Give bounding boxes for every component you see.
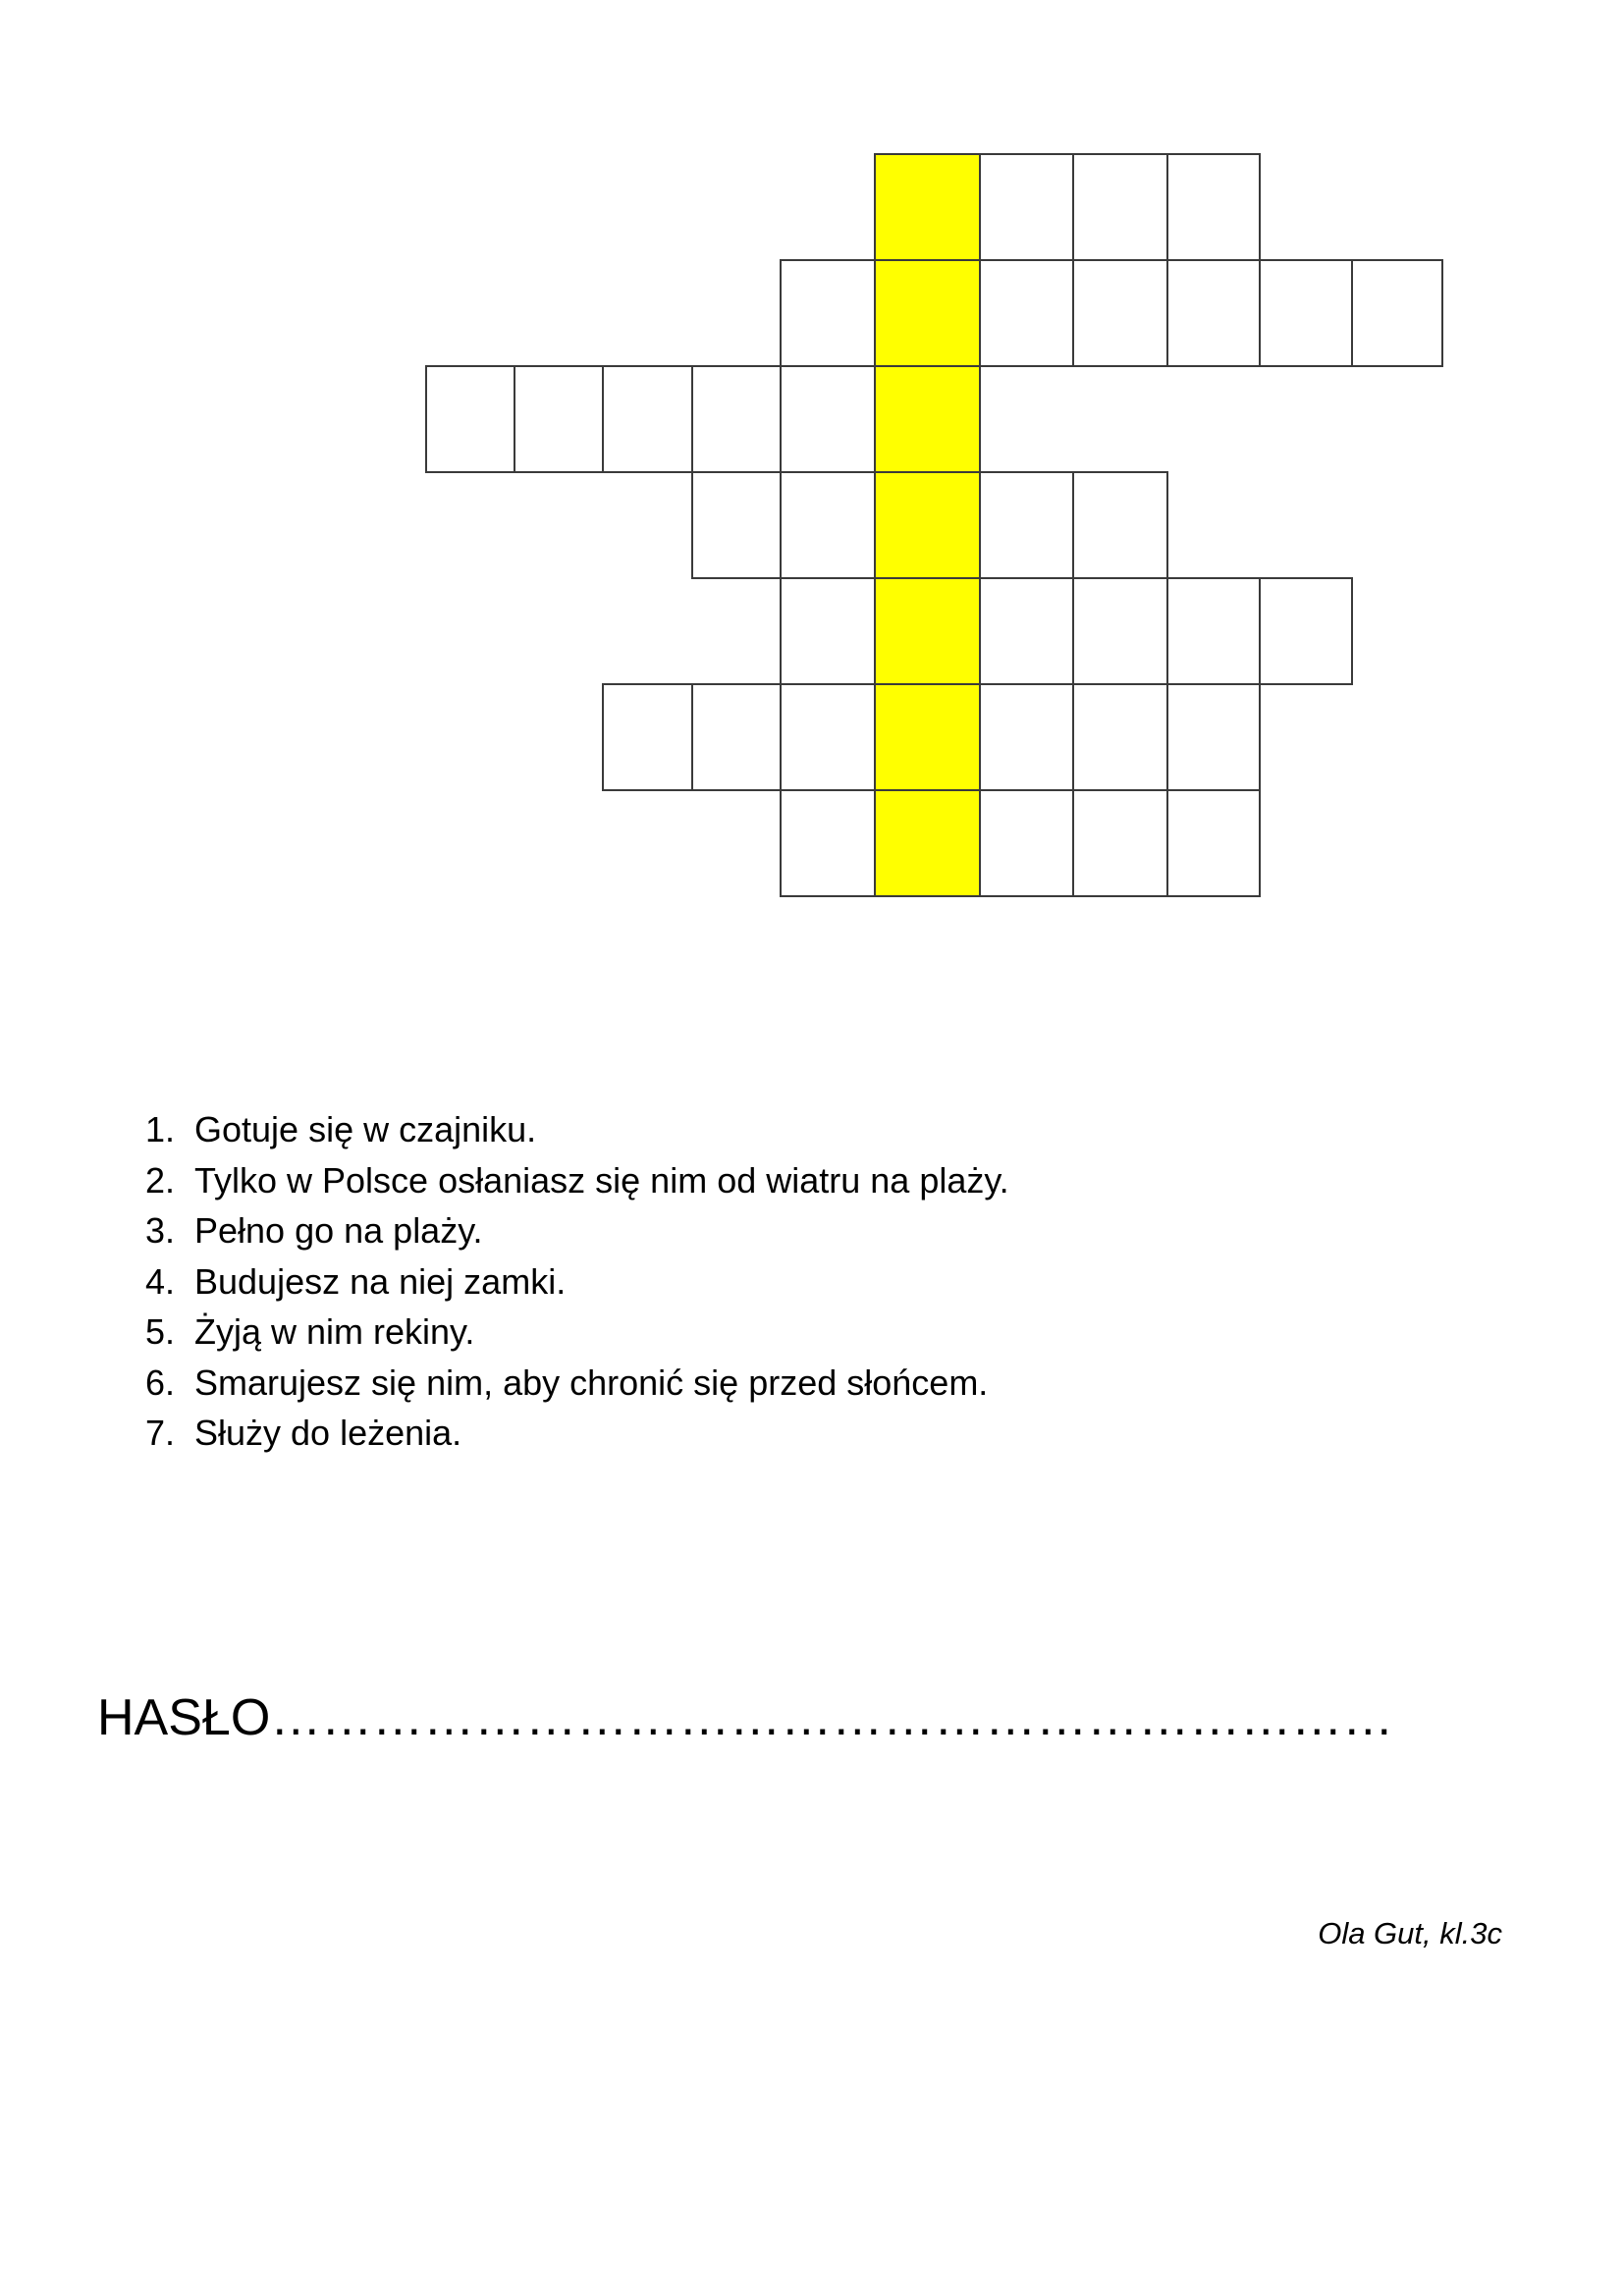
crossword-cell [979, 259, 1074, 367]
crossword-cell [979, 683, 1074, 791]
crossword-cell [1259, 259, 1353, 367]
clue-number: 4. [145, 1260, 176, 1302]
clue-text: Żyją w nim rekiny. [194, 1311, 475, 1352]
crossword-cell [979, 153, 1074, 261]
crossword-cell [979, 577, 1074, 685]
crossword-cell [1072, 789, 1168, 897]
crossword-cell [1166, 789, 1261, 897]
crossword-cell [780, 471, 876, 579]
key-cell [874, 259, 981, 367]
crossword-cell [1072, 153, 1168, 261]
clue-text: Służy do leżenia. [194, 1413, 462, 1453]
clue-item [145, 1307, 1009, 1358]
clue-number: 3. [145, 1210, 176, 1251]
crossword-cell [780, 577, 876, 685]
clue-list [145, 1104, 1009, 1459]
crossword-cell [1166, 153, 1261, 261]
key-cell [874, 683, 981, 791]
key-cell [874, 153, 981, 261]
crossword-cell [780, 365, 876, 473]
crossword-cell [425, 365, 515, 473]
crossword-cell [602, 365, 693, 473]
clue-item [145, 1104, 1009, 1155]
crossword-cell [514, 365, 604, 473]
clue-item [145, 1358, 1009, 1409]
crossword-cell [1072, 683, 1168, 791]
crossword-cell [1259, 577, 1353, 685]
crossword-cell [780, 789, 876, 897]
answer-line: HASŁO………………………………………………………… [97, 1689, 1394, 1746]
clue-number: 6. [145, 1362, 176, 1403]
clue-text: Budujesz na niej zamki. [194, 1260, 567, 1302]
key-cell [874, 789, 981, 897]
clue-item [145, 1155, 1009, 1206]
clue-text: Gotuje się w czajniku. [194, 1109, 537, 1149]
crossword-cell [1166, 683, 1261, 791]
crossword-cell [1166, 577, 1261, 685]
clue-number: 1. [145, 1109, 176, 1149]
crossword-cell [780, 683, 876, 791]
crossword-cell [780, 259, 876, 367]
crossword-cell [1072, 471, 1168, 579]
clue-item [145, 1408, 1009, 1459]
clue-number: 7. [145, 1413, 176, 1453]
crossword-cell [1166, 259, 1261, 367]
crossword-cell [691, 365, 782, 473]
crossword-cell [1072, 577, 1168, 685]
author-credit: Ola Gut, kl.3c [1318, 1916, 1502, 1950]
key-cell [874, 471, 981, 579]
clue-number: 5. [145, 1311, 176, 1352]
clue-text: Smarujesz się nim, aby chronić się przed słońcem. [194, 1362, 989, 1403]
crossword-cell [691, 471, 782, 579]
clue-item [145, 1256, 1009, 1308]
clue-text: Pełno go na plaży. [194, 1210, 483, 1251]
key-cell [874, 577, 981, 685]
clue-item [145, 1205, 1009, 1256]
crossword-cell [691, 683, 782, 791]
crossword-cell [979, 789, 1074, 897]
crossword-cell [602, 683, 693, 791]
crossword-cell [1351, 259, 1443, 367]
crossword-grid [0, 0, 1624, 942]
clue-text: Tylko w Polsce osłaniasz się nim od wiatru na plaży. [194, 1159, 1009, 1201]
clue-number: 2. [145, 1159, 176, 1201]
key-cell [874, 365, 981, 473]
crossword-cell [979, 471, 1074, 579]
crossword-cell [1072, 259, 1168, 367]
